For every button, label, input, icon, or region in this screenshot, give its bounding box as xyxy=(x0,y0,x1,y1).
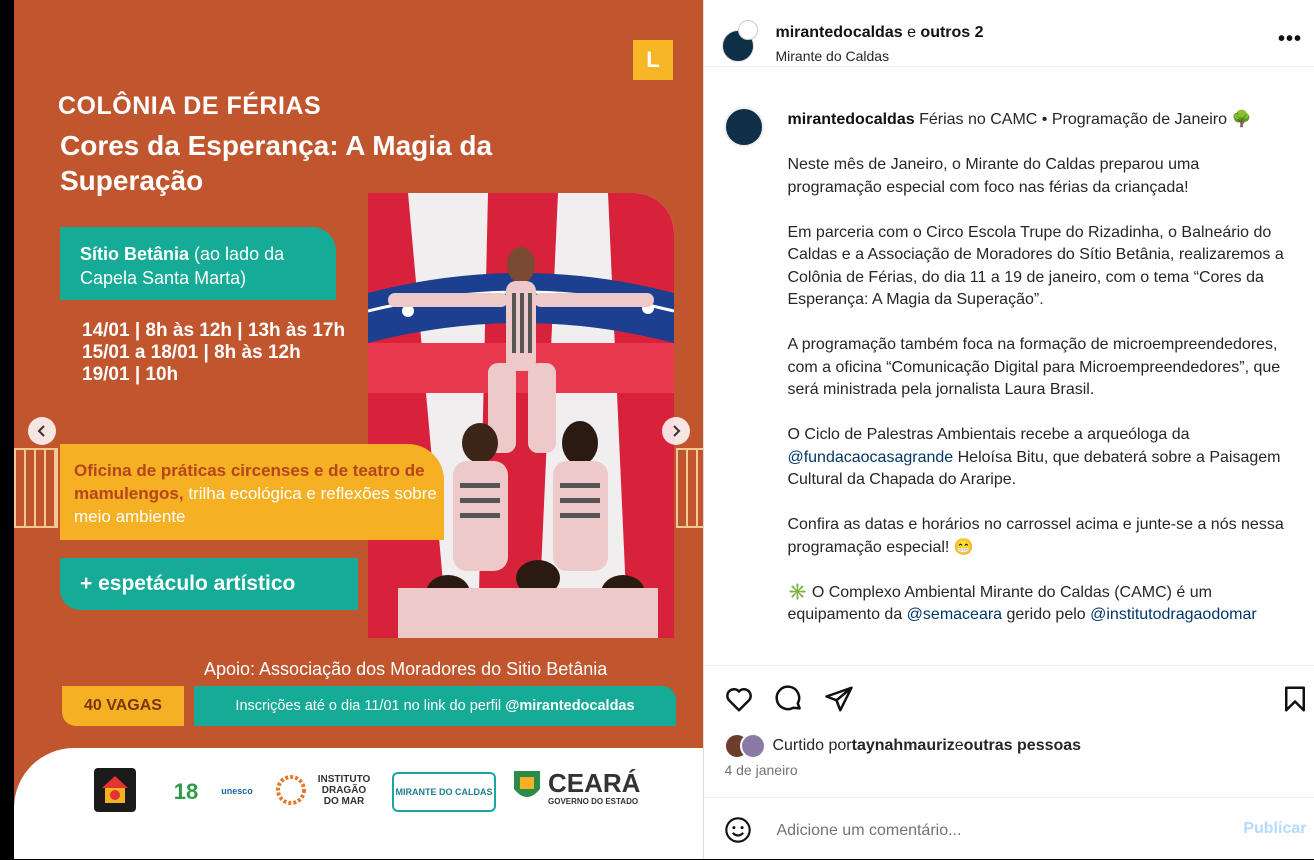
caption-text-fragment: gerido pelo xyxy=(1002,606,1091,623)
unesco-logo: unesco xyxy=(221,785,253,796)
comment-icon[interactable] xyxy=(774,684,804,714)
caption-avatar[interactable] xyxy=(724,107,764,147)
caption-first-line: Férias no CAMC • Programação de Janeiro 🌳 xyxy=(914,111,1252,128)
carousel-next-button[interactable] xyxy=(662,417,690,445)
caption-text xyxy=(787,109,1287,649)
dragao-do-mar-logo xyxy=(274,770,374,810)
comment-bar xyxy=(704,797,1314,860)
circus-photo xyxy=(368,193,674,638)
mention-link[interactable]: @semaceara xyxy=(906,606,1003,623)
poster-kicker: COLÔNIA DE FÉRIAS xyxy=(58,92,322,120)
caption-text-fragment: O Ciclo de Palestras Ambientais recebe a arqueóloga da xyxy=(787,426,1190,443)
likes-line xyxy=(724,733,1081,759)
chevron-left-icon xyxy=(36,425,48,437)
caption-paragraph: A programação também foca na formação de microempreendedores, com a oficina “Comunicação Digital para Microempreendedores”, que será ministrada pela jornalista Laura Brasil. xyxy=(787,336,1281,398)
ceara-logo-text: CEARÁ xyxy=(548,767,641,798)
likes-others-link[interactable]: outras pessoas xyxy=(963,737,1082,754)
chevron-right-icon xyxy=(670,425,682,437)
poster-title: Cores da Esperança: A Magia da Superação xyxy=(60,130,493,196)
decorative-rail-right xyxy=(676,448,703,528)
registration-handle: @mirantedocaldas xyxy=(505,698,635,714)
decorative-rail-left xyxy=(14,448,58,528)
author-subtitle[interactable]: Mirante do Caldas xyxy=(775,48,890,64)
sun-icon xyxy=(274,773,308,807)
likes-prefix: Curtido por xyxy=(772,737,852,754)
post-media xyxy=(14,0,703,859)
comment-input[interactable] xyxy=(774,818,1218,844)
caption-paragraph: Confira as datas e horários no carrossel acima e junte-se a nós nessa programação especial! 😁 xyxy=(787,516,1284,556)
schedule-line: 14/01 | 8h às 12h | 13h às 17h xyxy=(82,320,346,341)
location-name: Sítio Betânia xyxy=(80,244,190,264)
collaborator-avatar[interactable] xyxy=(738,20,758,40)
caption-text-fragment: ✳️ O Complexo Ambiental Mirante do Caldas (CAMC) é um equipamento da xyxy=(787,583,1212,623)
ceara-shield-icon xyxy=(510,766,544,806)
caption-paragraph: Neste mês de Janeiro, o Mirante do Caldas preparou uma programação especial com foco nas férias da criançada! xyxy=(787,156,1200,196)
registration-bar xyxy=(194,686,676,726)
activities-box xyxy=(60,444,444,540)
likes-connector: e xyxy=(954,737,964,754)
circus-photo-illustration xyxy=(368,193,674,638)
caption-paragraph: Em parceria com o Circo Escola Trupe do Rizadinha, o Balneário do Caldas e a Associação de Moradores do Sítio Betânia, realizaremos a Colônia de Férias, do dia 11 a 19 de janeiro, com o tema “Cores da Esperança: A Magia da Superação”. xyxy=(787,223,1284,308)
author-line xyxy=(775,24,983,42)
more-options-icon[interactable]: ••• xyxy=(1277,28,1302,50)
caption-text-fragment: Heloísa Bitu, que debaterá sobre a Paisagem Cultural da Chapada do Araripe. xyxy=(787,448,1281,488)
mention-link[interactable]: @fundacaocasagrande xyxy=(787,448,954,466)
carousel-prev-button[interactable] xyxy=(28,417,56,445)
bookmark-icon[interactable] xyxy=(1280,684,1310,714)
anos-logo: 18 xyxy=(173,778,199,804)
post-date[interactable]: 4 de janeiro xyxy=(724,762,798,778)
show-box: + espetáculo artístico xyxy=(60,558,358,610)
share-icon[interactable] xyxy=(824,684,854,714)
activities-highlight: Oficina de práticas circenses e de teatro de mamulengos, xyxy=(74,461,425,503)
schedule xyxy=(82,320,345,386)
liker-avatar[interactable] xyxy=(740,733,766,759)
publish-button[interactable]: Publicar xyxy=(1243,820,1307,837)
emoji-icon[interactable] xyxy=(724,816,752,844)
dragao-do-mar-text: INSTITUTO DRAGÃO DO MAR xyxy=(317,773,371,807)
action-bar xyxy=(704,665,1314,728)
poster-footer-logos xyxy=(14,748,703,859)
location-box xyxy=(60,227,336,300)
schedule-line: 19/01 | 10h xyxy=(82,364,179,385)
trupe-logo-icon xyxy=(100,774,130,806)
ceara-crest-icon xyxy=(512,767,542,805)
mirante-logo: MIRANTE DO CALDAS xyxy=(392,772,496,812)
author-connector: e xyxy=(902,24,921,41)
schedule-line: 15/01 a 18/01 | 8h às 12h xyxy=(82,342,301,363)
ceara-logo xyxy=(548,766,640,810)
mention-link[interactable]: @institutodragaodomar xyxy=(1090,606,1257,623)
ceara-logo-sub: GOVERNO DO ESTADO xyxy=(548,796,639,806)
post-modal xyxy=(14,0,1314,859)
rating-badge: L xyxy=(633,40,673,80)
author-username[interactable]: mirantedocaldas xyxy=(775,24,903,41)
liker-username[interactable]: taynahmauriz xyxy=(851,737,955,754)
post-header xyxy=(704,0,1314,67)
trupe-logo xyxy=(94,768,136,812)
post-side-panel xyxy=(703,0,1314,859)
spots-badge: 40 VAGAS xyxy=(62,686,184,726)
collaborators-link[interactable]: outros 2 xyxy=(920,24,984,41)
support-text: Apoio: Associação dos Moradores do Sitio Betânia xyxy=(204,659,608,679)
caption-scroll-area[interactable] xyxy=(704,92,1314,665)
caption-username[interactable]: mirantedocaldas xyxy=(787,111,915,128)
registration-text: Inscrições até o dia 11/01 no link do perfil xyxy=(235,698,506,714)
location-detail: (ao lado da Capela Santa Marta) xyxy=(80,244,285,288)
heart-icon[interactable] xyxy=(724,684,754,714)
activities-detail: trilha ecológica e reflexões sobre meio ambiente xyxy=(74,484,437,526)
